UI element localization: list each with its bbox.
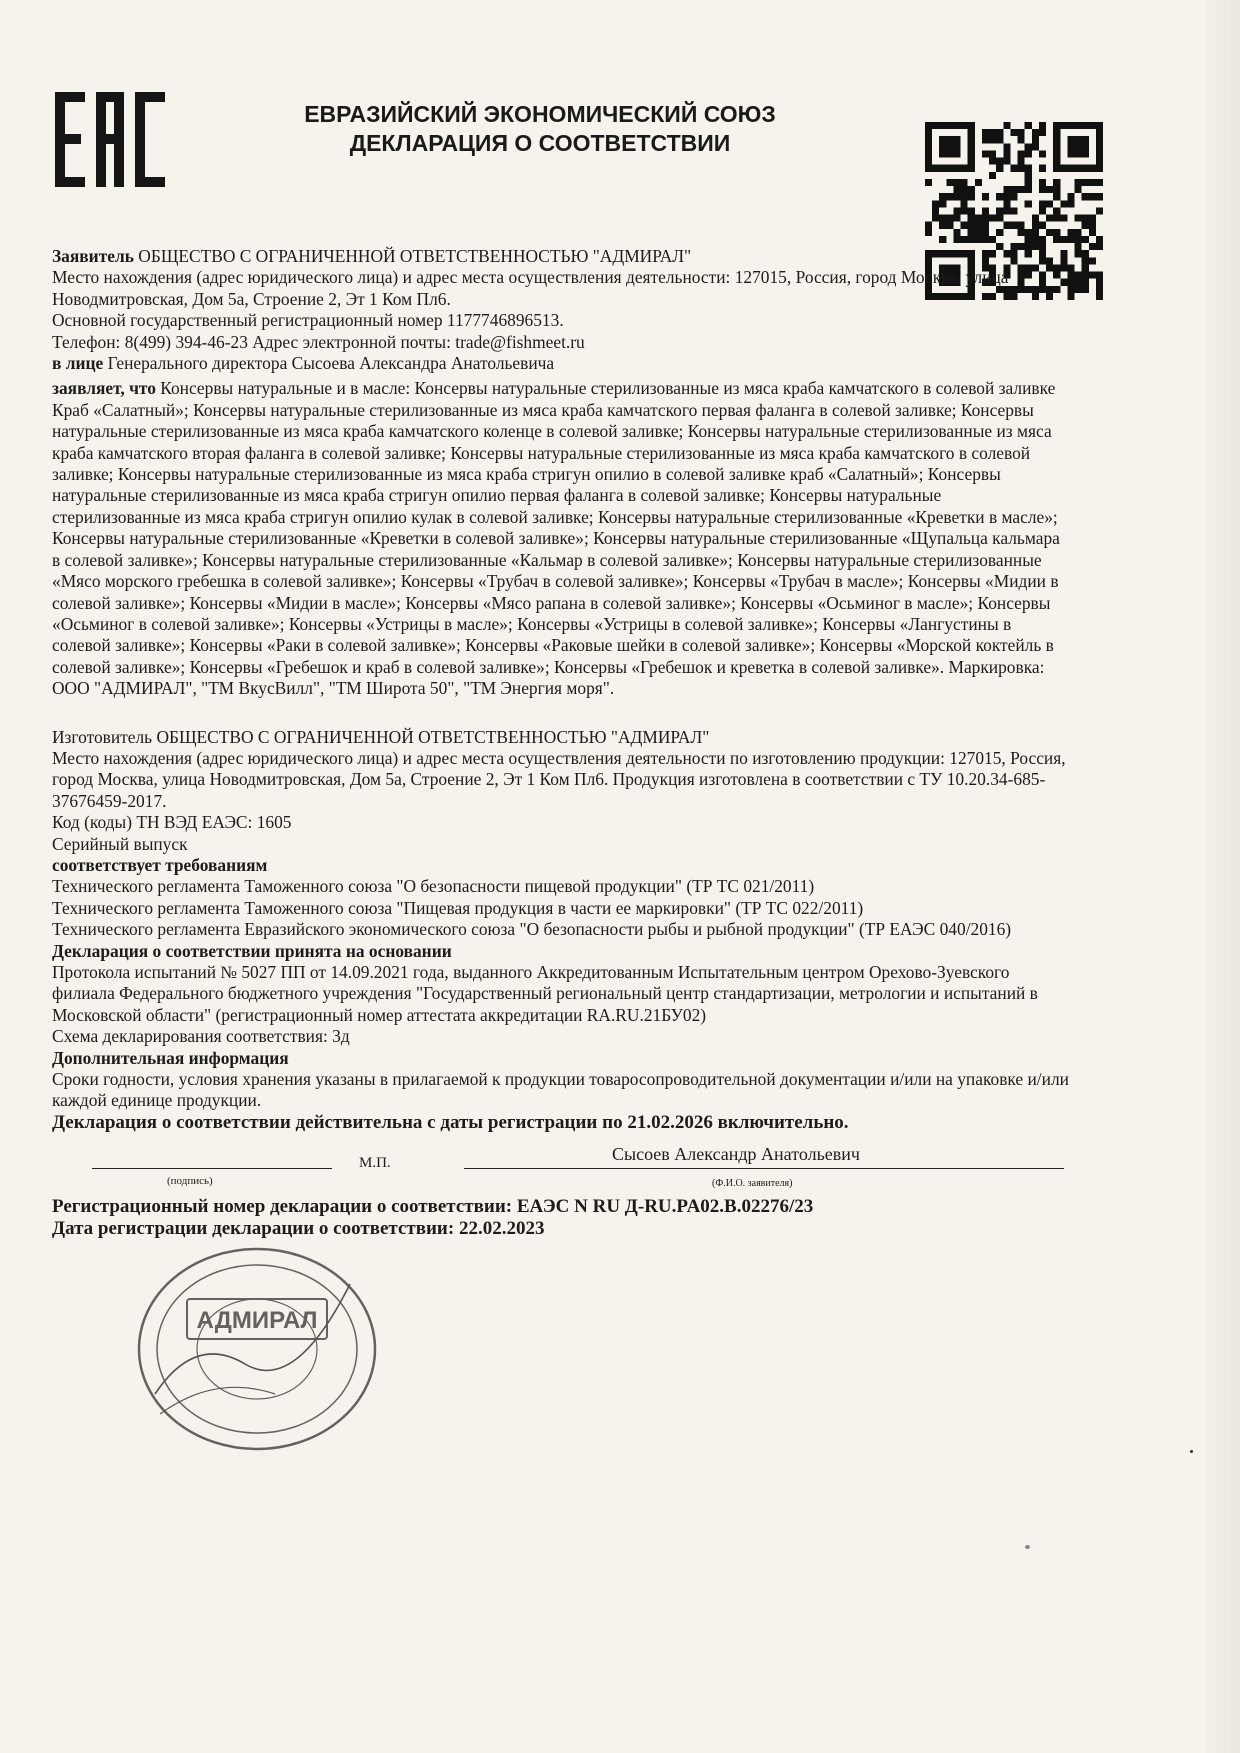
declaration-body bbox=[52, 246, 1072, 1239]
applicant-label: Заявитель bbox=[52, 246, 134, 266]
requirement-item: Технического регламента Таможенного союза "Пищевая продукция в части ее маркировки" (ТР ТС 022/2011) bbox=[52, 897, 864, 918]
page-edge-shadow bbox=[1206, 0, 1240, 1753]
registration-number: Регистрационный номер декларации о соответствии: ЕАЭС N RU Д-RU.PA02.B.02276/23 bbox=[52, 1196, 814, 1218]
production-type: Серийный выпуск bbox=[52, 833, 188, 854]
signature-line bbox=[92, 1168, 332, 1169]
applicant-name: ОБЩЕСТВО С ОГРАНИЧЕННОЙ ОТВЕТСТВЕННОСТЬЮ "АДМИРАЛ" bbox=[138, 246, 692, 266]
document-header bbox=[240, 100, 840, 158]
header-line-union: ЕВРАЗИЙСКИЙ ЭКОНОМИЧЕСКИЙ СОЮЗ bbox=[304, 101, 776, 127]
header-line-declaration: ДЕКЛАРАЦИЯ О СООТВЕТСТВИИ bbox=[349, 130, 731, 156]
declaration-label: заявляет, что bbox=[52, 378, 156, 399]
representative-name: Генерального директора Сысоева Александра Анатольевича bbox=[107, 353, 555, 374]
basis-label: Декларация о соответствии принята на основании bbox=[52, 940, 452, 961]
signer-name: Сысоев Александр Анатольевич bbox=[612, 1144, 860, 1165]
basis-text: Протокола испытаний № 5027 ПП от 14.09.2021 года, выданного Аккредитованным Испытательным центром Орехово-Зуевского филиала Федерального бюджетного учреждения "Государственный региональный центр стандартизации, метрологии и испытаний в Московской области" (регистрационный номер аттестата аккредитации RA.RU.21БУ02) bbox=[52, 962, 1038, 1025]
requirement-item: Технического регламента Евразийского экономического союза "О безопасности рыбы и рыбной продукции" (ТР ЕАЭС 040/2016) bbox=[52, 919, 1012, 940]
manufacturer-name: ОБЩЕСТВО С ОГРАНИЧЕННОЙ ОТВЕТСТВЕННОСТЬЮ "АДМИРАЛ" bbox=[156, 726, 710, 747]
applicant-contacts: Телефон: 8(499) 394-46-23 Адрес электронной почты: trade@fishmeet.ru bbox=[52, 331, 585, 352]
signature-caption: (подпись) bbox=[167, 1175, 213, 1188]
applicant-address: Место нахождения (адрес юридического лица) и адрес места осуществления деятельности: 127015, Россия, город Москва, улица Новодмитровская, Дом 5а, Строение 2, Эт 1 Ком Пл6. bbox=[52, 267, 1009, 309]
stamp-company-name: АДМИРАЛ bbox=[196, 1307, 318, 1334]
requirements-label: соответствует требованиям bbox=[52, 854, 268, 875]
signer-name-line bbox=[464, 1168, 1064, 1169]
signer-caption: (Ф.И.О. заявителя) bbox=[712, 1178, 793, 1190]
additional-info-text: Сроки годности, условия хранения указаны в прилагаемой к продукции товаросопроводительной документации и/или на упаковке и/или каждой единице продукции. bbox=[52, 1069, 1069, 1111]
hs-code: Код (коды) ТН ВЭД ЕАЭС: 1605 bbox=[52, 812, 292, 833]
manufacturer-address: Место нахождения (адрес юридического лица) и адрес места осуществления деятельности по изготовлению продукции: 127015, Россия, город Москва, улица Новодмитровская, Дом 5а, Строение 2, Эт 1 Ком Пл6. Продукция изготовлена в соответствии с ТУ 10.20.34-685-37676459-2017. bbox=[52, 747, 1066, 811]
requirement-item: Технического регламента Таможенного союза "О безопасности пищевой продукции" (ТР ТС 021/2011) bbox=[52, 876, 815, 897]
registration-date: Дата регистрации декларации о соответствии: 22.02.2023 bbox=[52, 1217, 545, 1239]
signature-block bbox=[52, 1141, 1072, 1196]
representative-label: в лице bbox=[52, 353, 104, 374]
manufacturer-label: Изготовитель bbox=[52, 726, 153, 747]
applicant-ogrn: Основной государственный регистрационный номер 1177746896513. bbox=[52, 310, 564, 331]
applicant-line bbox=[52, 246, 1072, 267]
declaration-statement bbox=[52, 378, 1072, 699]
seal-place-label: М.П. bbox=[359, 1155, 391, 1172]
manufacturer-line bbox=[52, 727, 1072, 748]
paper-speck bbox=[1025, 1545, 1030, 1549]
product-list: Консервы натуральные и в масле: Консервы натуральные стерилизованные из мяса краба камчатского в солевой заливке Краб «Салатный»; Консервы натуральные стерилизованные из мяса краба камчатского первая фаланга в солевой заливке; Консервы натуральные стерилизованные из мяса краба камчатского коленце в солевой заливке; Консервы натуральные стерилизованные из мяса краба камчатского вторая фаланга в солевой заливке; Консервы натуральные стерилизованные из мяса краба камчатского в солевой заливке; Консервы натуральные стерилизованные из мяса краба стригун опилио в солевой заливке краб «Салатный»; Консервы натуральные стерилизованные из мяса краба стригун опилио первая фаланга в солевой заливке; Консервы натуральные стерилизованные из мяса краба стригун опилио кулак в солевой заливке; Консервы натуральные стерилизованные «Креветки в масле»; Консервы натуральные стерилизованные «Креветки в солевой заливке»; Консервы натуральные стерилизованные «Щупальца кальмара в солевой заливке»; Консервы натуральные стерилизованные «Кальмар в солевой заливке»; Консервы натуральные стерилизованные «Мясо морского гребешка в солевой заливке»; Консервы «Трубач в солевой заливке»; Консервы «Трубач в масле»; Консервы «Мидии в солевой заливке»; Консервы «Мидии в масле»; Консервы «Мясо рапана в солевой заливке»; Консервы «Осьминог в масле»; Консервы «Осьминог в солевой заливке»; Консервы «Устрицы в масле»; Консервы «Устрицы в солевой заливке»; Консервы «Лангустины в солевой заливке»; Консервы «Раки в солевой заливке»; Консервы «Раковые шейки в солевой заливке»; Консервы «Морской коктейль в солевой заливке»; Консервы «Гребешок и краб в солевой заливке»; Консервы «Гребешок и креветка в солевой заливке». Маркировка: ООО "АДМИРАЛ", "ТМ ВкусВилл", "ТМ Широта 50", "ТМ Энергия моря". bbox=[52, 378, 1060, 699]
validity-statement: Декларация о соответствии действительна с даты регистрации по 21.02.2026 включительно. bbox=[52, 1111, 849, 1133]
paper-speck bbox=[1190, 1450, 1193, 1453]
additional-info-label: Дополнительная информация bbox=[52, 1047, 289, 1068]
representative-line bbox=[52, 353, 1072, 374]
declaration-scheme: Схема декларирования соответствия: 3д bbox=[52, 1026, 350, 1047]
eac-logo bbox=[55, 92, 165, 187]
company-stamp bbox=[135, 1244, 380, 1454]
